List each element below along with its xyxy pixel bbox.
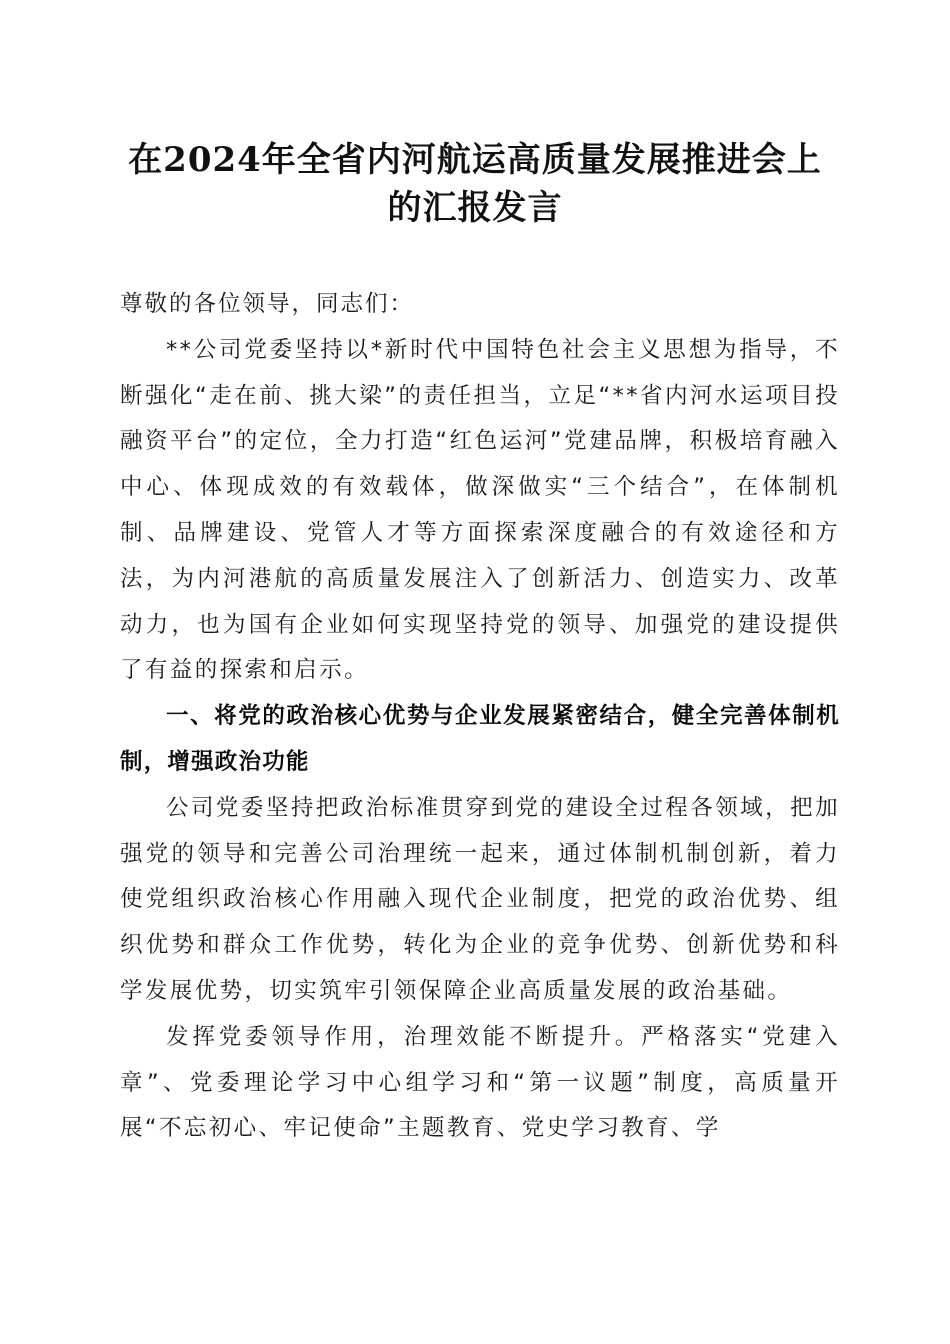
document-body (120, 282, 840, 1152)
salutation: 尊敬的各位领导，同志们： (120, 291, 415, 317)
title-line-1: 在2024年全省内河航运高质量发展推进会上 (128, 140, 822, 180)
title-line-2: 的汇报发言 (387, 188, 563, 228)
paragraph-section-1: 公司党委坚持把政治标准贯穿到党的建设全过程各领域，把加强党的领导和完善公司治理统一起来，通过体制机制创新，着力使党组织政治核心作用融入现代企业制度，把党的政治优势、组织优势和群众工作优势，转化为企业的竞争优势、创新优势和科学发展优势，切实筑牢引领保障企业高质量发展的政治基础。 (120, 794, 840, 1004)
document-title (110, 136, 840, 232)
section-heading-1: 一、将党的政治核心优势与企业发展紧密结合，健全完善体制机制，增强政治功能 (120, 703, 840, 775)
paragraph-intro: **公司党委坚持以*新时代中国特色社会主义思想为指导，不断强化“走在前、挑大梁”的责任担当，立足“**省内河水运项目投融资平台”的定位，全力打造“红色运河”党建品牌，积极培育融入中心、体现成效的有效载体，做深做实“三个结合”，在体制机制、品牌建设、党管人才等方面探索深度融合的有效途径和方法，为内河港航的高质量发展注入了创新活力、创造实力、改革动力，也为国有企业如何实现坚持党的领导、加强党的建设提供了有益的探索和启示。 (120, 336, 840, 684)
paragraph-party-leadership: 发挥党委领导作用，治理效能不断提升。严格落实“党建入章”、党委理论学习中心组学习和“第一议题”制度，高质量开展“不忘初心、牢记使命”主题教育、党史学习教育、学 (120, 1023, 840, 1142)
